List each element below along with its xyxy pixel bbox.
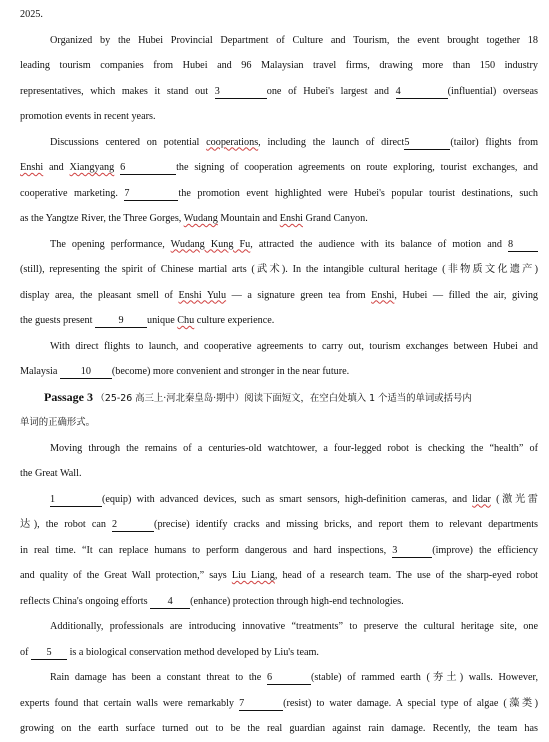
passage-instruction: 单词的正确形式。 xyxy=(20,417,96,428)
text: experts found that certain walls were remarkably xyxy=(20,697,235,709)
place-name: Enshi xyxy=(279,213,303,224)
place-name: Enshi xyxy=(20,162,44,173)
text: — a signature green tea from xyxy=(226,289,372,301)
text: (improve) the efficiency xyxy=(432,544,538,556)
text-line xyxy=(20,410,538,436)
text: and quality of the Great Wall protection,” says xyxy=(20,570,227,581)
place-name: Xiangyang xyxy=(69,162,115,173)
term: Enshi Yulu xyxy=(178,289,227,301)
term: lidar xyxy=(472,493,491,505)
text-line xyxy=(20,614,538,640)
text-line xyxy=(20,308,538,334)
text-line xyxy=(20,53,538,79)
text: (influential) overseas xyxy=(447,85,538,97)
text: , head of a research team. The use of the sharp-eyed robot xyxy=(274,570,538,581)
text-line xyxy=(20,640,538,666)
text: Moving through the remains of a centuries-old watchtower, a four-legged robot is checking the “health” of xyxy=(50,442,538,454)
text: culture experience. xyxy=(194,315,275,326)
text: , Hubei — filled the air, giving xyxy=(394,289,538,301)
text: (precise) identify cracks and missing bricks, and report them to relevant departments xyxy=(154,519,538,530)
answer-blank-7[interactable]: 7 xyxy=(239,698,283,711)
text: (激光雷 xyxy=(490,493,538,505)
answer-blank-8[interactable]: 8 xyxy=(508,239,538,252)
answer-blank-6[interactable]: 6 xyxy=(267,672,311,685)
answer-blank-6[interactable]: 6 xyxy=(120,162,176,175)
text: (tailor) flights from xyxy=(450,136,538,148)
text: unique xyxy=(146,315,175,326)
text: leading tourism companies from Hubei and 96 Malaysian travel firms, drawing more than 150 industry xyxy=(20,60,538,71)
text: one of Hubei's largest and xyxy=(266,85,389,97)
text: the guests present xyxy=(20,315,93,326)
answer-blank-4[interactable]: 4 xyxy=(396,86,448,99)
text: of xyxy=(20,646,29,658)
text-line xyxy=(20,104,538,130)
text-line xyxy=(20,206,538,232)
term: Chu xyxy=(177,315,195,326)
text-line xyxy=(20,563,538,589)
text: (stable) of rammed earth (夯土) walls. However, xyxy=(310,672,538,683)
text-line xyxy=(20,487,538,513)
text: in real time. “It can replace humans to perform dangerous and hard inspections, xyxy=(20,544,387,556)
passage-instruction: （25-26 高三上·河北秦皇岛·期中）阅读下面短文，在空白处填入 1 个适当的单词或括号内 xyxy=(95,392,472,404)
text: Organized by the Hubei Provincial Department of Culture and Tourism, the event brought together 18 xyxy=(50,34,538,46)
text: (still), representing the spirit of Chinese martial arts (武术). In the intangible cultural heritage (非物质文化遗产) xyxy=(20,264,538,275)
text-line xyxy=(20,181,538,207)
text-line xyxy=(20,538,538,564)
text: promotion events in recent years. xyxy=(20,111,156,122)
answer-blank-2[interactable]: 2 xyxy=(112,519,154,532)
text: the signing of cooperation agreements on route exploring, tourist exchanges, and xyxy=(176,162,538,173)
text: Grand Canyon. xyxy=(303,213,368,224)
text-line xyxy=(20,716,538,742)
term: cooperations xyxy=(206,136,259,148)
text: reflects China's ongoing efforts xyxy=(20,595,148,607)
text: 2025. xyxy=(20,9,43,20)
text: (resist) to water damage. A special type of algae (藻类) xyxy=(283,697,538,709)
text: as the Yangtze River, the Three Gorges, xyxy=(20,213,182,224)
text: Mountain and xyxy=(217,213,280,224)
text-line xyxy=(20,359,538,385)
answer-blank-3[interactable]: 3 xyxy=(392,545,432,558)
text-line xyxy=(20,28,538,54)
text-line xyxy=(20,283,538,309)
text-line xyxy=(20,2,538,28)
answer-blank-4[interactable]: 4 xyxy=(150,596,190,609)
text-line xyxy=(20,257,538,283)
text-line xyxy=(20,79,538,105)
text: (enhance) protection through high-end technologies. xyxy=(190,595,404,607)
text: and xyxy=(43,162,70,173)
answer-blank-1[interactable]: 1 xyxy=(50,494,102,507)
text-line xyxy=(20,665,538,691)
text: Rain damage has been a constant threat to the xyxy=(50,672,262,683)
answer-blank-7[interactable]: 7 xyxy=(124,188,178,201)
place-name: Wudang xyxy=(183,213,218,224)
answer-blank-10[interactable]: 10 xyxy=(60,366,112,379)
text-line xyxy=(20,512,538,538)
text: (become) more convenient and stronger in the near future. xyxy=(111,366,350,377)
text-line xyxy=(20,436,538,462)
text: (equip) with advanced devices, such as smart sensors, high-definition cameras, and xyxy=(102,493,468,505)
text: , including the launch of direct xyxy=(258,136,405,148)
text: cooperative marketing. xyxy=(20,187,118,199)
text: the Great Wall. xyxy=(20,468,82,479)
term: Wudang Kung Fu xyxy=(170,238,251,250)
text: , attracted the audience with its balance of motion and xyxy=(250,238,502,250)
text: Malaysia xyxy=(20,366,58,377)
text: representatives, which makes it stand out xyxy=(20,85,209,97)
answer-blank-3[interactable]: 3 xyxy=(215,86,267,99)
text: display area, the pleasant smell of xyxy=(20,289,173,301)
text: Additionally, professionals are introducing innovative “treatments” to preserve the cultural heritage site, one xyxy=(50,621,538,632)
text-line xyxy=(20,155,538,181)
answer-blank-5[interactable]: 5 xyxy=(404,137,450,150)
text: Discussions centered on potential xyxy=(50,136,200,148)
person-name: Liu Liang xyxy=(231,570,275,581)
text: is a biological conservation method developed by Liu's team. xyxy=(69,646,319,658)
text-line xyxy=(20,461,538,487)
answer-blank-5[interactable]: 5 xyxy=(31,647,67,660)
passage-heading xyxy=(20,385,538,411)
text-line xyxy=(20,130,538,156)
text: With direct flights to launch, and cooperative agreements to carry out, tourism exchanges between Hubei and xyxy=(50,340,538,352)
text: 达), the robot can xyxy=(20,519,106,530)
passage-title: Passage 3 xyxy=(44,389,93,404)
answer-blank-9[interactable]: 9 xyxy=(95,315,147,328)
text: The opening performance, xyxy=(50,238,165,250)
text-line xyxy=(20,691,538,717)
text-line xyxy=(20,589,538,615)
text: the promotion event highlighted were Hubei's popular tourist destinations, such xyxy=(178,187,538,199)
text-line xyxy=(20,334,538,360)
text: growing on the earth surface turned out to be the real guardian against rain damage. Recently, the team has xyxy=(20,723,538,734)
place-name: Enshi xyxy=(371,289,395,301)
text-line xyxy=(20,232,538,258)
